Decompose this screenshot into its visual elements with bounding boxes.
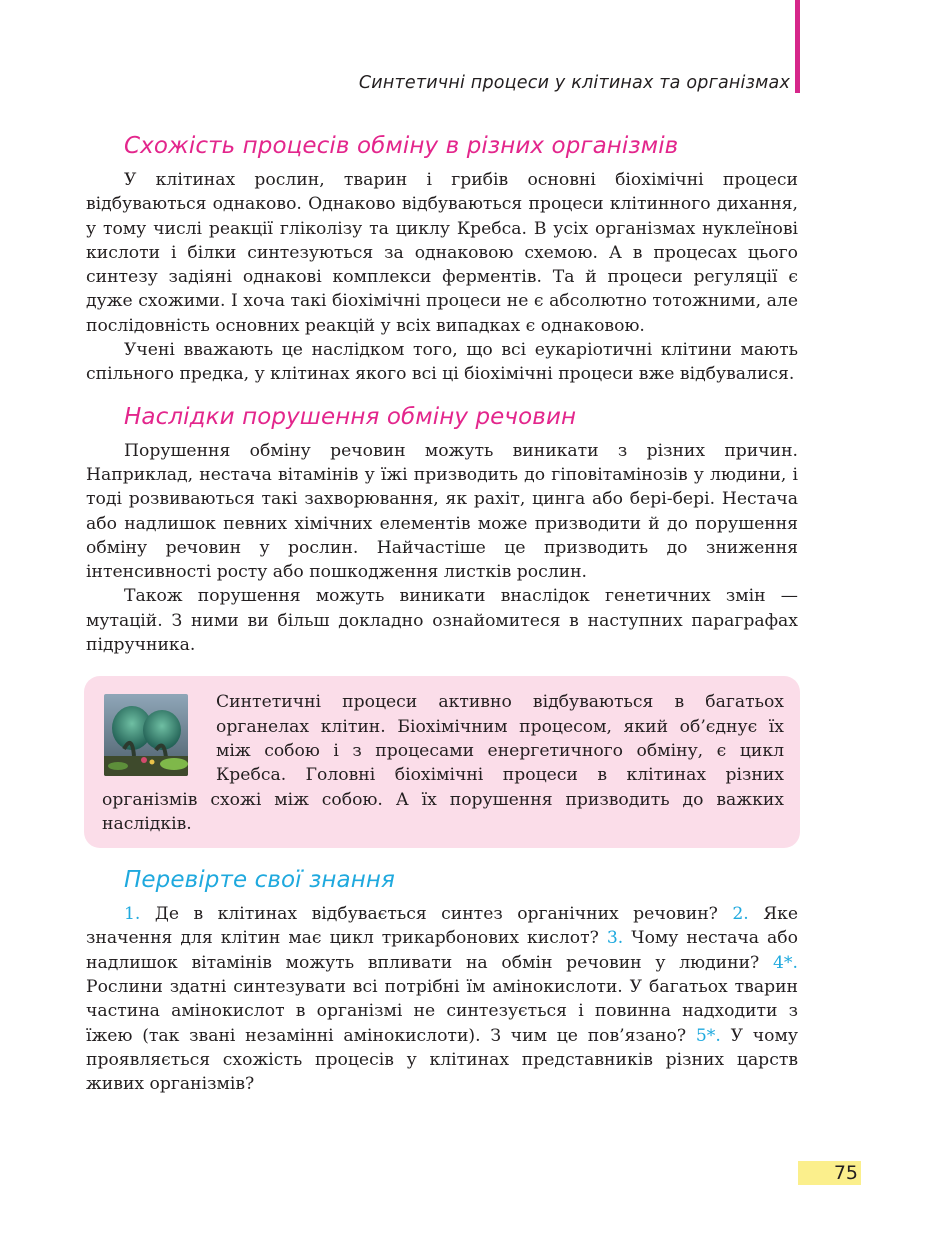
section-heading-disorders: Наслідки порушення обміну речовин [124, 403, 577, 430]
question-text: Яке значення для клітин має цикл трикарбонових кислот? [86, 904, 798, 949]
page-content [86, 128, 798, 1097]
paragraph: У клітинах рослин, тварин і грибів основні біохімічні процеси відбуваються однаково. Однаково відбуваються процеси клітинного дихання, у тому числі реакції гліколізу та циклу Кребса. В усіх організмах нуклеїнові кислоти і білки синтезуються за однаковою схемою. А в процесах цього синтезу задіяні однакові комплекси ферментів. Та й процеси регуляції є дуже схожими. І хоча такі біохімічні процеси не є абсолютно тотожними, але послідовність основних реакцій у всіх випадках є однаковою. [86, 170, 798, 336]
summary-text: Синтетичні процеси активно відбуваються в багатьох органелах клітин. Біохімічним процесом, який об’єднує їх між собою і з процесами енергетичного обміну, є цикл Кребса. Головні біохімічні процеси в клітинах різних організмів схожі між собою. А їх порушення призводить до важких наслідків. [102, 692, 784, 834]
question-number: 5*. [695, 1025, 721, 1046]
question-number: 4*. [773, 952, 798, 973]
paragraph: Учені вважають це наслідком того, що всі еукаріотичні клітини мають спільного предка, у клітинах якого всі ці біохімічні процеси вже відбувалися. [86, 340, 798, 385]
paragraph: Порушення обміну речовин можуть виникати з різних причин. Наприклад, нестача вітамінів у їжі призводить до гіповітамінозів у людини, і тоді розвиваються такі захворювання, як рахіт, цинга або бері-бері. Нестача або надлишок певних хімічних елементів може призводити й до порушення обміну речовин у рослин. Найчастіше це призводить до зниження інтенсивності росту або пошкодження листків рослин. [86, 440, 798, 583]
summary-box [84, 676, 800, 848]
question-text: Чому нестача або надлишок вітамінів можуть впливати на обмін речовин у людини? [86, 928, 798, 973]
questions-paragraph [86, 902, 798, 1096]
summary-illustration [104, 694, 188, 776]
question-text: У чому проявляється схожість процесів у клітинах представників різних царств живих організмів? [86, 1025, 798, 1095]
chapter-marker-bar [795, 0, 800, 93]
running-title: Синтетичні процеси у клітинах та організмах [358, 73, 790, 93]
section-heading-questions: Перевірте свої знання [124, 867, 395, 894]
section-heading-similarity: Схожість процесів обміну в різних організмів [124, 133, 679, 159]
question-text: Рослини здатні синтезувати всі потрібні їм амінокислоти. У багатьох тварин частина амінокислот в організмі не синтезується і повинна надходити з їжею (так звані незамінні амінокислоти). З чим це пов’язано? [86, 977, 798, 1046]
question-text: Де в клітинах відбувається синтез органічних речовин? [140, 904, 733, 925]
question-number: 3. [606, 928, 624, 949]
paragraph: Також порушення можуть виникати внаслідок генетичних змін — мутацій. З ними ви більш докладно ознайомитеся в наступних параграфах підручника. [86, 586, 798, 656]
section-disorders [86, 399, 798, 658]
page-number: 75 [798, 1161, 861, 1185]
question-number: 2. [732, 904, 749, 925]
section-similarity [86, 128, 798, 387]
question-number: 1. [124, 904, 141, 925]
section-review-questions [86, 862, 798, 1096]
